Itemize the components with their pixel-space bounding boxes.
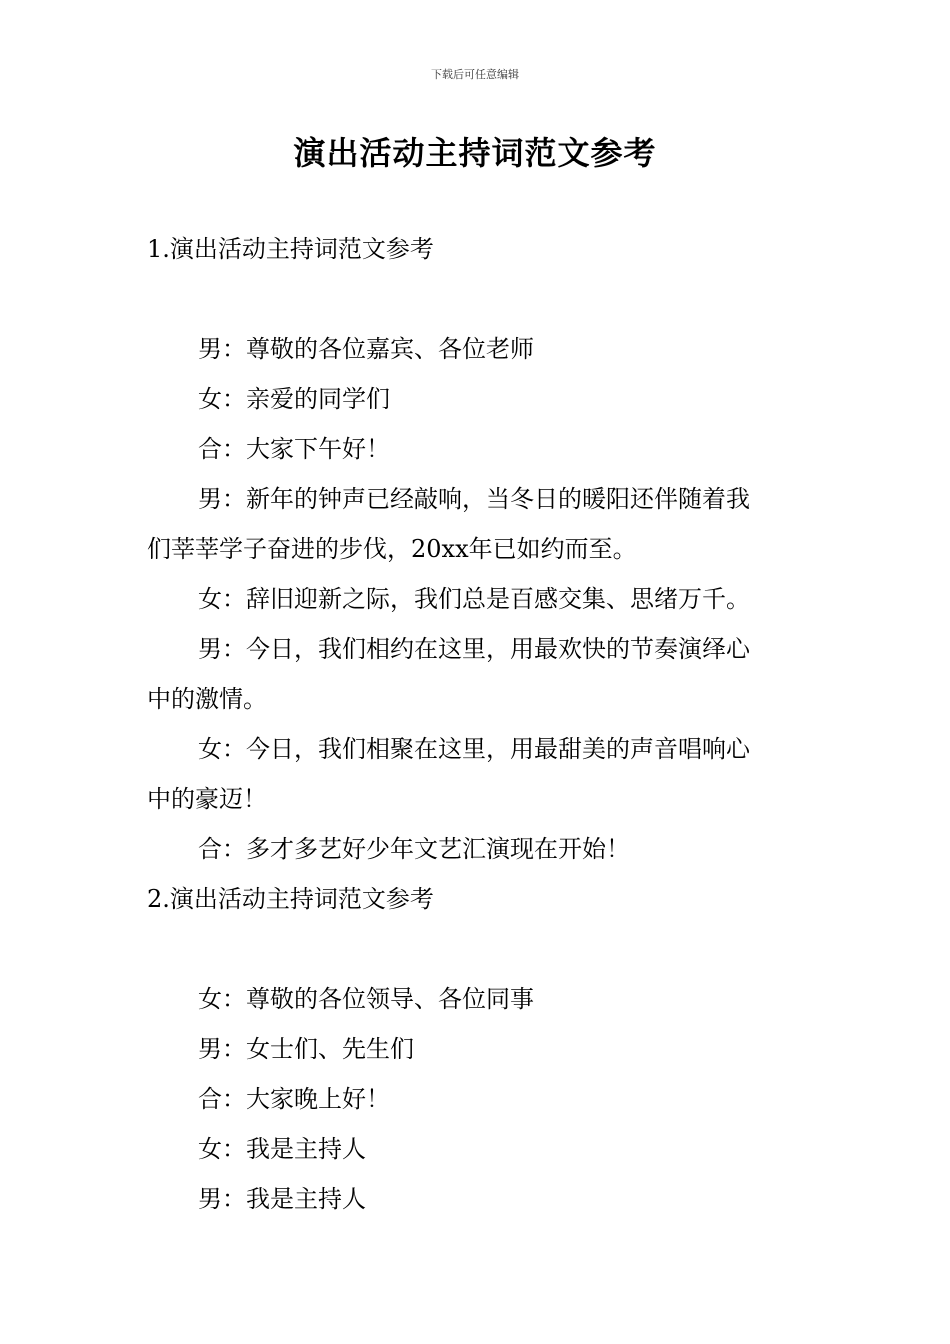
script-line: 男：今日，我们相约在这里，用最欢快的节奏演绎心 [198, 635, 750, 663]
script-line: 女：亲爱的同学们 [198, 385, 390, 413]
script-line-continuation: 中的豪迈！ [147, 785, 267, 813]
document-title: 演出活动主持词范文参考 [293, 134, 657, 172]
script-line-continuation: 中的激情。 [147, 685, 267, 713]
document-body [147, 224, 807, 1224]
script-line-continuation: 们莘莘学子奋进的步伐，20xx年已如约而至。 [147, 535, 637, 563]
header-note: 下载后可任意编辑 [431, 68, 519, 81]
script-line: 女：辞旧迎新之际，我们总是百感交集、思绪万千。 [198, 585, 750, 613]
script-line: 合：多才多艺好少年文艺汇演现在开始！ [198, 835, 630, 863]
script-line: 男：我是主持人 [198, 1185, 366, 1213]
script-line: 合：大家下午好！ [198, 435, 390, 463]
script-line: 男：尊敬的各位嘉宾、各位老师 [198, 335, 534, 363]
section-heading: 2.演出活动主持词范文参考 [147, 885, 434, 913]
script-line: 女：我是主持人 [198, 1135, 366, 1163]
section-heading: 1.演出活动主持词范文参考 [147, 235, 434, 263]
script-line: 女：今日，我们相聚在这里，用最甜美的声音唱响心 [198, 735, 750, 763]
script-line: 男：新年的钟声已经敲响，当冬日的暖阳还伴随着我 [198, 485, 750, 513]
blank-line [147, 924, 807, 974]
script-line: 女：尊敬的各位领导、各位同事 [198, 985, 534, 1013]
script-line: 男：女士们、先生们 [198, 1035, 414, 1063]
script-line: 合：大家晚上好！ [198, 1085, 390, 1113]
blank-line [147, 274, 807, 324]
